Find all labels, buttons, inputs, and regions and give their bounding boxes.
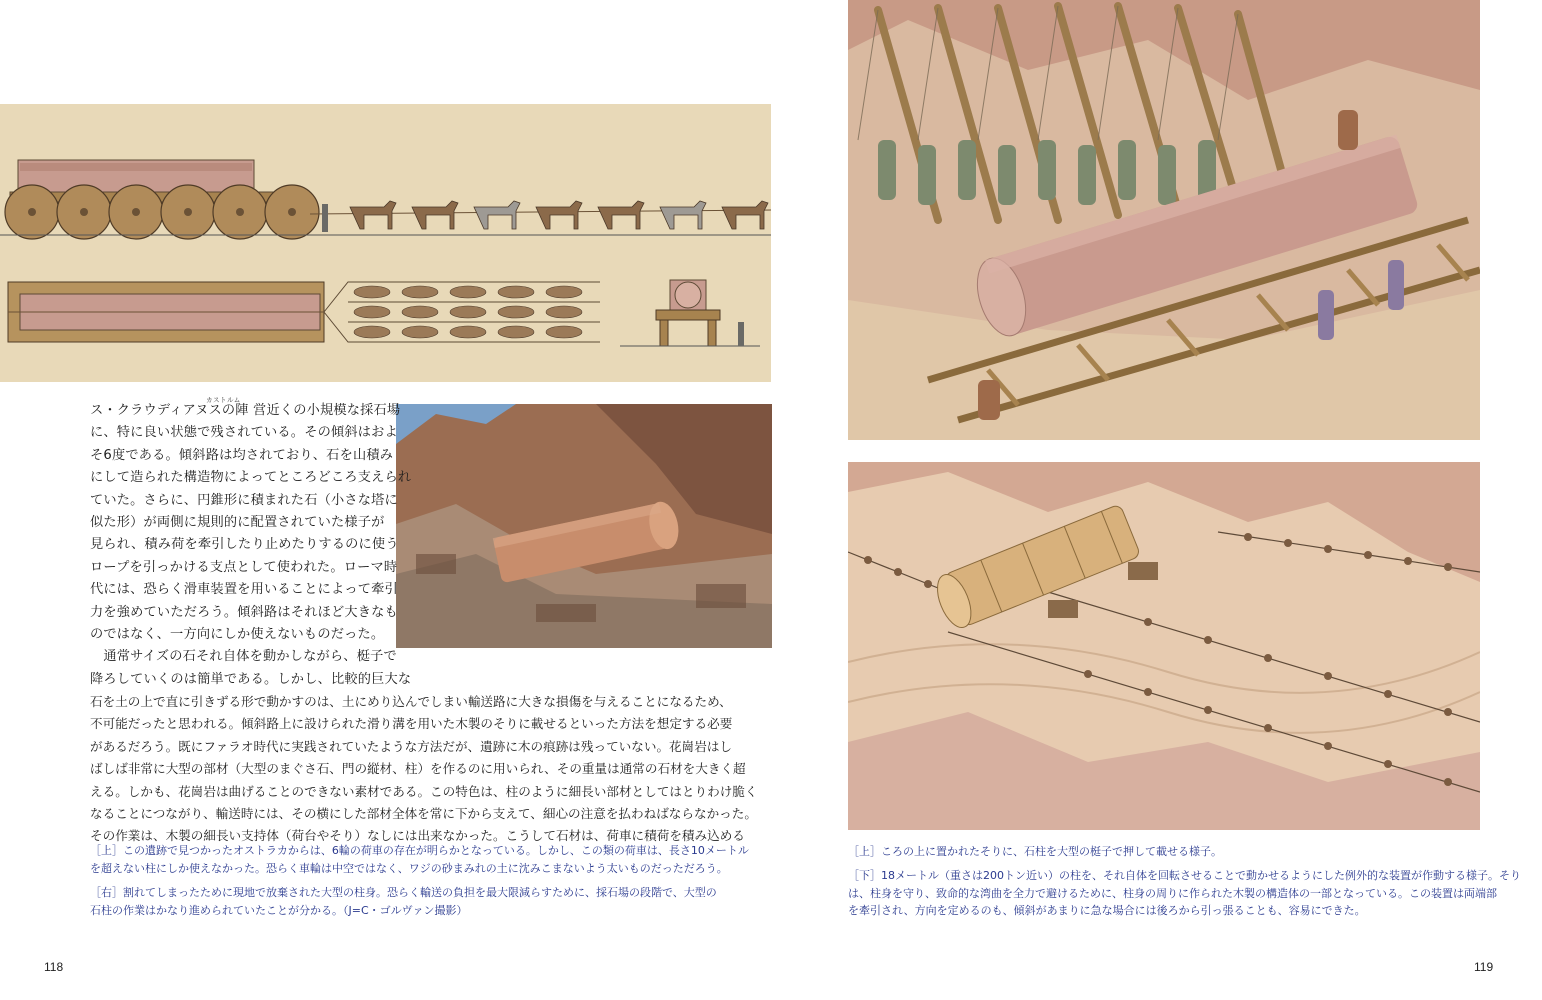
body-line: のではなく、一方向にしか使えないものだった。	[90, 626, 385, 642]
rolling-painting-svg	[848, 462, 1480, 830]
body-line: ロープを引っかける支点として使われた。ローマ時	[90, 559, 398, 575]
caption-line: ［右］割れてしまったために現地で放棄された大型の柱身。恐らく輸送の負担を最大限減らすために、採石場の段階で、大型の	[90, 886, 717, 899]
caption-right-top	[848, 843, 1222, 861]
wagon-technical-drawing	[0, 104, 771, 382]
body-line: に、特に良い状態で残されている。その傾斜はおよ	[90, 425, 398, 441]
body-text	[90, 400, 757, 848]
page-number-right: 119	[1474, 960, 1494, 974]
caption-line: を超えない柱にしか使えなかった。恐らく車輪は中空ではなく、ワジの砂まみれの土に沈みこまないよう太いものだっただろう。	[90, 861, 728, 875]
body-line: 降ろしていくのは簡単である。しかし、比較的巨大な	[90, 671, 412, 687]
ruby-annotation: カストルム	[206, 396, 241, 404]
levering-column-painting	[848, 0, 1480, 440]
body-line: そ6度である。傾斜路は均されており、石を山積み	[90, 447, 394, 463]
body-line: える。しかも、花崗岩は曲げることのできない素材である。この特色は、柱のように細長い部材としてはとりわけ脆く	[90, 783, 758, 799]
body-line: 力を強めていただろう。傾斜路はそれほど大きなも	[90, 604, 398, 620]
body-line: ス・クラウディアヌスの陣 営近くの小規模な採石場	[90, 403, 401, 418]
page-number-left: 118	[44, 960, 64, 974]
body-line: ばしば非常に大型の部材（大型のまぐさ石、門の縦材、柱）を作るのに用いられ、その重量は通常の石材を大きく超	[90, 761, 746, 777]
body-line: なることにつながり、輸送時には、その横にした部材全体を常に下から支えて、細心の注意を払わねばならなかった。	[90, 806, 757, 822]
levering-painting-svg	[848, 0, 1480, 440]
body-line: その作業は、木製の細長い支持体（荷台やそり）なしには出来なかった。こうして石材は、荷車に積荷を積み込める	[90, 828, 745, 844]
caption-line: ［下］18メートル（重さは200トン近い）の柱を、それ自体を回転させることで動かせるようにした例外的な装置が作動する様子。そり	[848, 869, 1521, 882]
caption-line: は、柱身を守り、致命的な湾曲を全力で避けるために、柱身の周りに作られた木製の構造体の一部となっている。この装置は両端部	[848, 886, 1497, 900]
caption-right-photo	[90, 884, 717, 919]
body-line: 不可能だったと思われる。傾斜路上に設けられた滑り溝を用いた木製のそりに載せるといった方法を想定する必要	[90, 716, 733, 732]
caption-line: ［上］この遺跡で見つかったオストラカからは、6輪の荷車の存在が明らかとなっている。しかし、この類の荷車は、長さ10メートル	[90, 844, 749, 857]
caption-line: を牽引され、方向を定めるのも、傾斜があまりに急な場合には後ろから引っ張ることも、容易にできた。	[848, 904, 1366, 917]
body-line: にして造られた構造物によってところどころ支えられ	[90, 470, 412, 486]
rolling-column-painting	[848, 462, 1480, 830]
body-line: 石を土の上で直に引きずる形で動かすのは、土にめり込んでしまい輸送路に大きな損傷を与えることになるため、	[90, 694, 732, 710]
caption-right-bottom	[848, 867, 1521, 920]
caption-line: 石柱の作業はかなり進められていたことが分かる。（J=C・ゴルヴァン撮影）	[90, 903, 468, 917]
body-line: ていた。さらに、円錐形に積まれた石（小さな塔に	[90, 492, 398, 508]
body-line: 似た形）が両側に規則的に配置されていた様子が	[90, 514, 385, 530]
body-line: 代には、恐らく滑車装置を用いることによって牽引	[90, 582, 398, 598]
caption-line: ［上］ころの上に置かれたそりに、石柱を大型の梃子で押して載せる様子。	[848, 845, 1222, 858]
wagon-drawing-svg	[0, 104, 771, 382]
body-line: 通常サイズの石それ自体を動かしながら、梃子で	[90, 649, 397, 665]
caption-top-left	[90, 842, 749, 877]
body-line: があるだろう。既にファラオ時代に実践されていたような方法だが、遺跡に木の痕跡は残っていない。花崗岩はし	[90, 738, 733, 754]
body-line: 見られ、積み荷を牽引したり止めたりするのに使う	[90, 537, 399, 553]
